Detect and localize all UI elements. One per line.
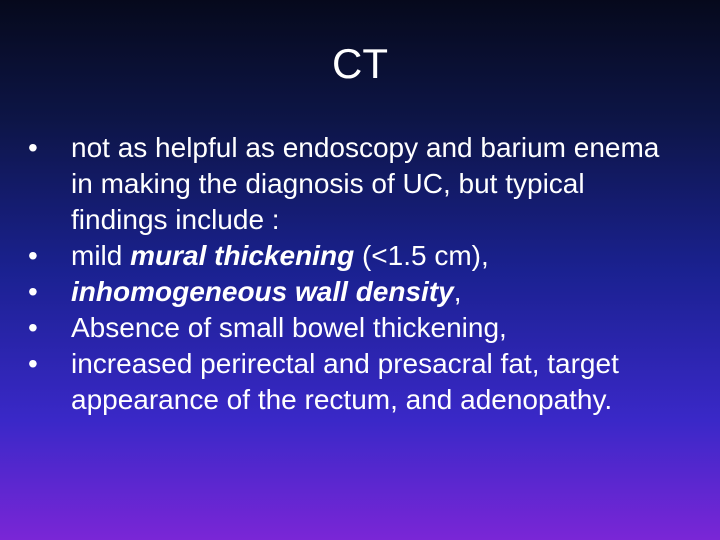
bullet-marker: • <box>28 240 38 271</box>
bullet-text-prefix: mild <box>71 240 131 271</box>
bullet-marker: • <box>28 132 38 163</box>
bullet-list <box>28 130 688 418</box>
bullet-item-1 <box>28 130 688 238</box>
bullet-marker: • <box>28 348 38 379</box>
bullet-emphasis: inhomogeneous wall density <box>71 276 454 307</box>
bullet-text-suffix: , <box>453 276 462 307</box>
bullet-text: not as helpful as endoscopy and barium enema in making the diagnosis of UC, but typical findings include : <box>71 132 660 235</box>
bullet-marker: • <box>28 312 38 343</box>
bullet-item-3 <box>28 274 688 310</box>
bullet-item-5 <box>28 346 688 418</box>
bullet-item-4 <box>28 310 688 346</box>
bullet-text-suffix: (<1.5 cm), <box>354 240 489 271</box>
bullet-marker: • <box>28 276 38 307</box>
bullet-text: Absence of small bowel thickening, <box>71 312 507 343</box>
bullet-emphasis: mural thickening <box>130 240 355 271</box>
bullet-item-2 <box>28 238 688 274</box>
slide-title: CT <box>332 40 388 87</box>
bullet-text: increased perirectal and presacral fat, target appearance of the rectum, and adenopathy. <box>71 348 619 415</box>
